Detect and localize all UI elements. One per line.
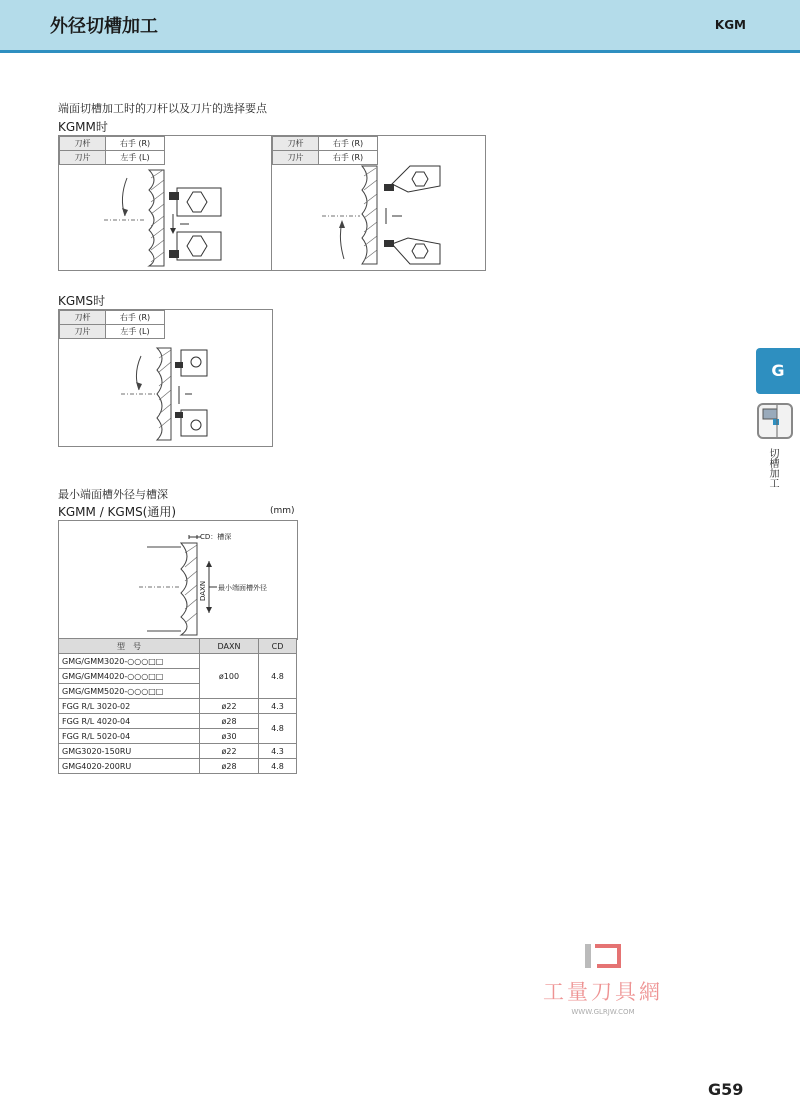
- daxn-label: DAXN: [199, 580, 207, 601]
- model-cell: FGG R/L 5020-04: [59, 729, 200, 744]
- daxn-cell: ø22: [200, 699, 259, 714]
- table-cell: 右手 (R): [319, 151, 378, 165]
- page-header: [0, 0, 800, 53]
- table-cell: 右手 (R): [319, 137, 378, 151]
- table-row: [60, 151, 165, 165]
- table-row: [273, 151, 378, 165]
- watermark-url: WWW.GLRJW.COM: [571, 1008, 635, 1016]
- table-row: [60, 137, 165, 151]
- unit-label: (mm): [270, 506, 295, 516]
- table-cell: 左手 (L): [106, 325, 165, 339]
- kgmm-right-panel: [271, 135, 486, 271]
- page-title: 外径切槽加工: [50, 16, 158, 37]
- spec-table: [58, 638, 297, 774]
- table-cell: 刀片: [273, 151, 319, 165]
- model-cell: GMG/GMM3020-○○○□□: [59, 654, 200, 669]
- groove-diagram-panel: [58, 520, 298, 640]
- kgmm-left-table: [59, 136, 165, 165]
- daxn-cell: ø28: [200, 759, 259, 774]
- table-row: [59, 744, 297, 759]
- kgmm-left-panel: [58, 135, 273, 271]
- table-row: [60, 311, 165, 325]
- cd-cell: 4.3: [259, 699, 297, 714]
- table-cell: 右手 (R): [106, 137, 165, 151]
- kgms-diagram: [119, 346, 229, 442]
- table-cell: 刀片: [60, 325, 106, 339]
- product-code: KGM: [714, 18, 746, 32]
- model-cell: FGG R/L 3020-02: [59, 699, 200, 714]
- table-cell: 刀杆: [273, 137, 319, 151]
- kgms-panel: [58, 309, 273, 447]
- cd-cell: 4.8: [259, 654, 297, 699]
- kgms-label: KGMS时: [58, 294, 106, 308]
- table-cell: 左手 (L): [106, 151, 165, 165]
- kgmm-label: KGMM时: [58, 120, 108, 134]
- kgmm-right-table: [272, 136, 378, 165]
- header-daxn: DAXN: [200, 639, 259, 654]
- header-model: 型 号: [59, 639, 200, 654]
- page-number: G59: [708, 1080, 744, 1099]
- daxn-cell: ø28: [200, 714, 259, 729]
- model-cell: GMG4020-200RU: [59, 759, 200, 774]
- table-cell: 右手 (R): [106, 311, 165, 325]
- table-row: [59, 654, 297, 669]
- model-cell: GMG/GMM5020-○○○□□: [59, 684, 200, 699]
- section-tab-g[interactable]: G: [756, 348, 800, 394]
- cd-cell: 4.8: [259, 759, 297, 774]
- table-row: [273, 137, 378, 151]
- model-cell: FGG R/L 4020-04: [59, 714, 200, 729]
- watermark-name: 工量刀具網: [543, 980, 663, 1004]
- table-cell: 刀杆: [60, 137, 106, 151]
- kgmm-right-diagram: [312, 164, 472, 269]
- daxn-cell: ø30: [200, 729, 259, 744]
- cd-label: CD：槽深: [200, 533, 232, 541]
- section2-subtitle: KGMM / KGMS(通用): [58, 505, 177, 519]
- table-cell: 刀片: [60, 151, 106, 165]
- model-cell: GMG3020-150RU: [59, 744, 200, 759]
- daxn-cell: ø100: [200, 654, 259, 699]
- section-title: 端面切槽加工时的刀杆以及刀片的选择要点: [58, 102, 267, 115]
- table-cell: 刀杆: [60, 311, 106, 325]
- kgms-table: [59, 310, 165, 339]
- model-cell: GMG/GMM4020-○○○□□: [59, 669, 200, 684]
- watermark-logo: [538, 942, 668, 1016]
- groove-diagram: [59, 521, 297, 639]
- kgmm-left-diagram: [89, 168, 239, 268]
- header-cd: CD: [259, 639, 297, 654]
- cd-cell: 4.3: [259, 744, 297, 759]
- table-header-row: [59, 639, 297, 654]
- table-row: [59, 714, 297, 729]
- cd-cell: 4.8: [259, 714, 297, 744]
- table-row: [59, 759, 297, 774]
- grooving-tool-icon: [757, 403, 793, 439]
- daxn-cell: ø22: [200, 744, 259, 759]
- table-row: [59, 699, 297, 714]
- table-row: [60, 325, 165, 339]
- min-diameter-label: 最小端面槽外径: [218, 584, 267, 592]
- section2-title: 最小端面槽外径与槽深: [58, 488, 168, 501]
- logo-icon: [583, 942, 623, 970]
- sidebar-label: 切槽加工: [767, 448, 778, 488]
